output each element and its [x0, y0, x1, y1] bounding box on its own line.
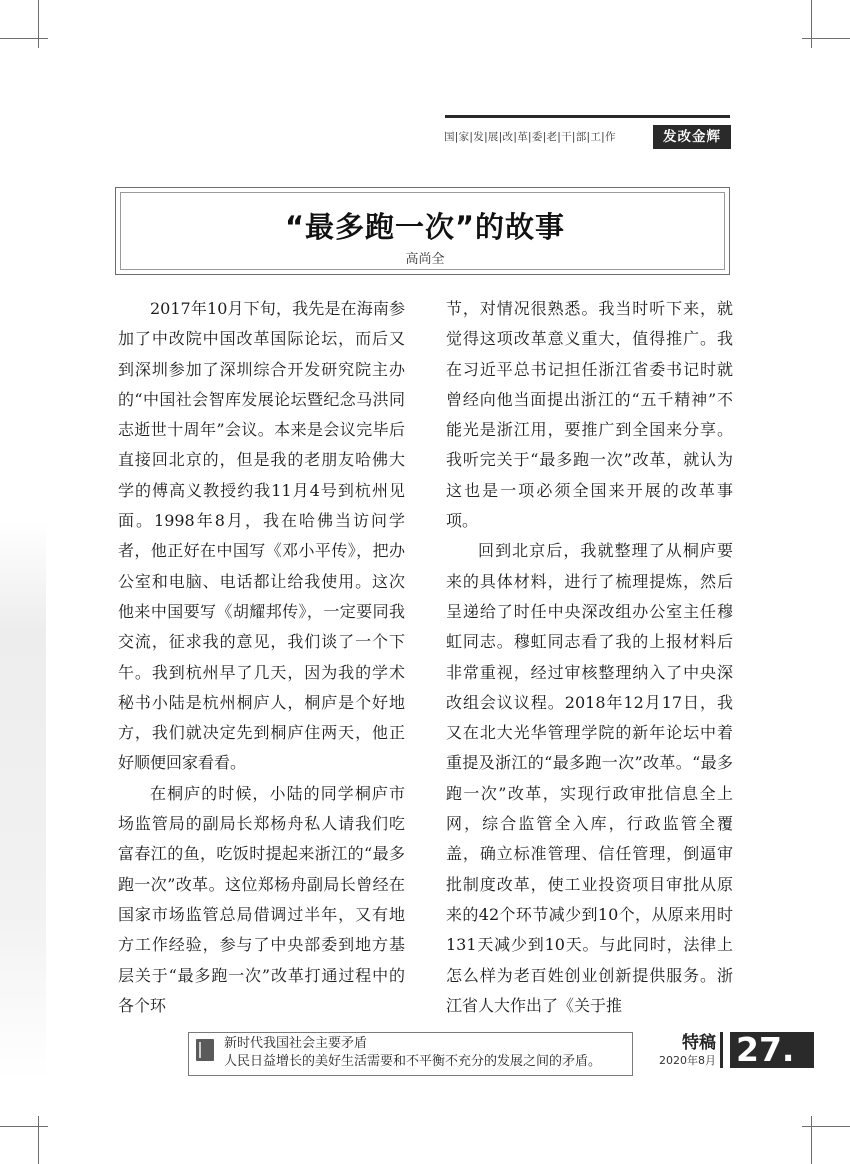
background-texture — [0, 520, 46, 1080]
book-icon — [196, 1039, 214, 1061]
quote-title: 新时代我国社会主要矛盾 — [224, 1036, 368, 1051]
crop-mark — [38, 1116, 39, 1164]
article-title: “最多跑一次”的故事 — [284, 210, 566, 244]
crop-mark — [811, 1116, 812, 1164]
left-column — [118, 294, 405, 1015]
crop-mark — [811, 0, 812, 48]
paragraph: 在桐庐的时候，小陆的同学桐庐市场监管局的副局长郑杨舟私人请我们吃富春江的鱼，吃饭时提起来浙江的“最多跑一次”改革。这位郑杨舟副局长曾经在国家市场监管总局借调过半年，又有地方工作经验，参与了中央部委到地方基层关于“最多跑一次”改革打通过程中的各个环 — [118, 783, 405, 1015]
paragraph: 节，对情况很熟悉。我当时听下来，就觉得这项改革意义重大，值得推广。我在习近平总书记担任浙江省委书记时就曾经向他当面提出浙江的“五千精神”不能光是浙江用，要推广到全国来分享。我听完关于“最多跑一次”改革，就认为这也是一项必须全国来开展的改革事项。 — [446, 299, 733, 531]
paragraph: 2017年10月下旬，我先是在海南参加了中改院中国改革国际论坛，而后又到深圳参加了深圳综合开发研究院主办的“中国社会智库发展论坛暨纪念马洪同志逝世十周年”会议。本来是会议完毕后直接回北京的，但是我的老朋友哈佛大学的傅高义教授约我11月4号到杭州见面。1998年8月，我在哈佛当访问学者，他正好在中国写《邓小平传》，把办公室和电脑、电话都让给我使用。这次他来中国要写《胡耀邦传》，一定要同我交流，征求我的意见，我们谈了一个下午。我到杭州早了几天，因为我的学术秘书小陆是杭州桐庐人，桐庐是个好地方，我们就决定先到桐庐住两天，他正好顺便回家看看。 — [118, 299, 405, 773]
section-label: 特稿 — [682, 1033, 716, 1053]
quote-text: 人民日益增长的美好生活需要和不平衡不充分的发展之间的矛盾。 — [224, 1054, 602, 1069]
crop-mark — [38, 0, 39, 48]
crop-mark — [0, 38, 48, 39]
brand-badge: 发改金辉 — [653, 125, 731, 149]
crop-mark — [802, 1126, 850, 1127]
issue-date: 2020年8月 — [659, 1054, 716, 1067]
crop-mark — [0, 1126, 48, 1127]
category-label: 国|家|发|展|改|革|委|老|干|部|工|作 — [444, 131, 616, 143]
paragraph: 回到北京后，我就整理了从桐庐要来的具体材料，进行了梳理提炼，然后呈递给了时任中央深改组办公室主任穆虹同志。穆虹同志看了我的上报材料后非常重视，经过审核整理纳入了中央深改组会议议程。2018年12月17日，我又在北大光华管理学院的新年论坛中着重提及浙江的“最多跑一次”改革。“最多跑一次”改革，实现行政审批信息全上网，综合监管全入库，行政监管全覆盖，确立标准管理、信任管理，倒逼审批制度改革，使工业投资项目审批从原来的42个环节减少到10个，从原来用时131天减少到10天。与此同时，法律上怎么样为老百姓创业创新提供服务。浙江省人大作出了《关于推 — [446, 541, 733, 1015]
page-number: 27. — [730, 1032, 814, 1068]
header-rule — [445, 115, 730, 118]
article-author: 高尚全 — [405, 252, 445, 267]
right-column — [446, 294, 733, 1015]
footer-rule — [720, 1032, 723, 1068]
crop-mark — [802, 38, 850, 39]
